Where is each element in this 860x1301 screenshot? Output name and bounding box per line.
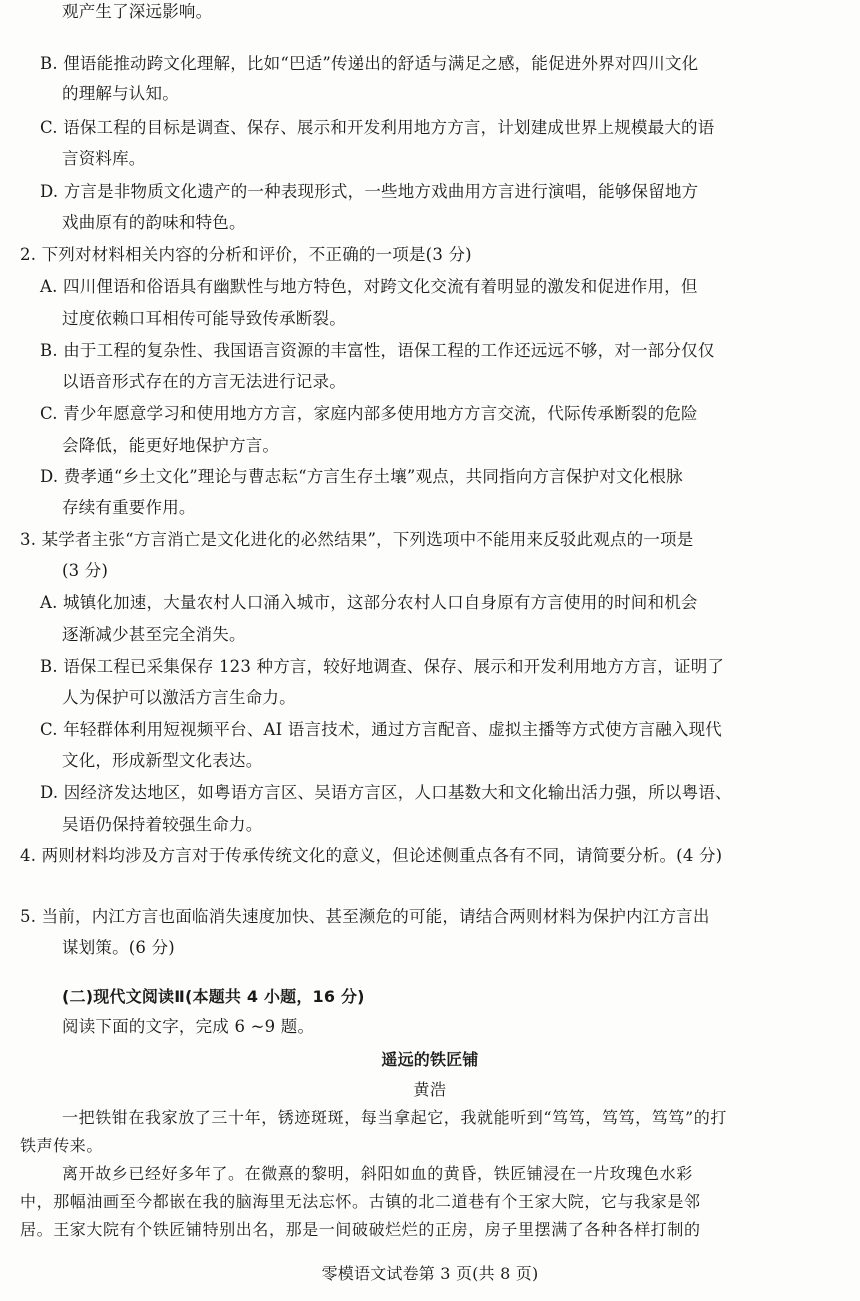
text-line: 文化，形成新型文化表达。 <box>62 751 263 770</box>
article-author: 黄浩 <box>413 1080 447 1099</box>
section-heading: (二)现代文阅读Ⅱ(本题共 4 小题，16 分) <box>62 987 365 1006</box>
text-line: 谋划策。(6 分) <box>62 938 175 957</box>
question-5: 5. 当前，内江方言也面临消失速度加快、甚至濒危的可能，请结合两则材料为保护内江方言出 <box>20 907 710 926</box>
article-title: 遥远的铁匠铺 <box>381 1050 479 1069</box>
question-2: 2. 下列对材料相关内容的分析和评价，不正确的一项是(3 分) <box>20 245 472 264</box>
text-line: 言资料库。 <box>62 149 146 168</box>
text-line: (3 分) <box>62 561 109 580</box>
option-d-line: D. 费孝通“乡土文化”理论与曹志耘“方言生存土壤”观点，共同指向方言保护对文化根脉 <box>40 467 683 486</box>
option-a-line: A. 城镇化加速，大量农村人口涌入城市，这部分农村人口自身原有方言使用的时间和机会 <box>40 593 698 612</box>
text-line: 会降低，能更好地保护方言。 <box>62 436 280 455</box>
option-b-line: B. 由于工程的复杂性、我国语言资源的丰富性，语保工程的工作还远远不够，对一部分仅仅 <box>40 341 715 360</box>
option-c-line: C. 青少年愿意学习和使用地方方言，家庭内部多使用地方方言交流，代际传承断裂的危险 <box>40 404 698 423</box>
option-d-line: D. 因经济发达地区，如粤语方言区、吴语方言区，人口基数大和文化输出活力强，所以粤语、 <box>40 783 732 802</box>
option-c-line: C. 语保工程的目标是调查、保存、展示和开发利用地方方言，计划建成世界上规模最大的语 <box>40 118 715 137</box>
text-line: 存续有重要作用。 <box>62 498 196 517</box>
text-line: 的理解与认知。 <box>62 84 179 103</box>
text-line: 人为保护可以激活方言生命力。 <box>62 688 296 707</box>
option-d-line: D. 方言是非物质文化遗产的一种表现形式，一些地方戏曲用方言进行演唱，能够保留地方 <box>40 182 699 201</box>
paragraph-line: 居。王家大院有个铁匠铺特别出名，那是一间破破烂烂的正房，房子里摆满了各种各样打制的 <box>20 1220 701 1239</box>
page-footer: 零模语文试卷第 3 页(共 8 页) <box>321 1264 539 1283</box>
paragraph-line: 铁声传来。 <box>20 1136 104 1155</box>
text-line: 戏曲原有的韵味和特色。 <box>62 213 246 232</box>
paragraph-line: 一把铁钳在我家放了三十年，锈迹斑斑，每当拿起它，我就能听到“笃笃，笃笃，笃笃”的打 <box>62 1108 727 1127</box>
text-line: 过度依赖口耳相传可能导致传承断裂。 <box>62 309 346 328</box>
text-line: 逐渐减少甚至完全消失。 <box>62 625 246 644</box>
text-line: 以语音形式存在的方言无法进行记录。 <box>62 372 346 391</box>
question-3: 3. 某学者主张“方言消亡是文化进化的必然结果”，下列选项中不能用来反驳此观点的一项是 <box>20 530 694 549</box>
option-b-line: B. 俚语能推动跨文化理解，比如“巴适”传递出的舒适与满足之感，能促进外界对四川文化 <box>40 54 699 73</box>
option-b-line: B. 语保工程已采集保存 123 种方言，较好地调查、保存、展示和开发利用地方方言，证明了 <box>40 657 725 676</box>
paragraph-line: 中，那幅油画至今都嵌在我的脑海里无法忘怀。古镇的北二道巷有个王家大院，它与我家是邻 <box>20 1192 701 1211</box>
question-4: 4. 两则材料均涉及方言对于传承传统文化的意义，但论述侧重点各有不同，请简要分析。(4 分) <box>20 846 723 865</box>
option-c-line: C. 年轻群体利用短视频平台、AI 语言技术，通过方言配音、虚拟主播等方式使方言融入现代 <box>40 720 723 739</box>
text-line: 观产生了深远影响。 <box>62 2 213 21</box>
text-line: 吴语仍保持着较强生命力。 <box>62 815 263 834</box>
option-a-line: A. 四川俚语和俗语具有幽默性与地方特色，对跨文化交流有着明显的激发和促进作用，但 <box>40 277 698 296</box>
instruction: 阅读下面的文字，完成 6 ~9 题。 <box>62 1017 315 1036</box>
paragraph-line: 离开故乡已经好多年了。在微熹的黎明，斜阳如血的黄昏，铁匠铺浸在一片玫瑰色水彩 <box>62 1164 693 1183</box>
